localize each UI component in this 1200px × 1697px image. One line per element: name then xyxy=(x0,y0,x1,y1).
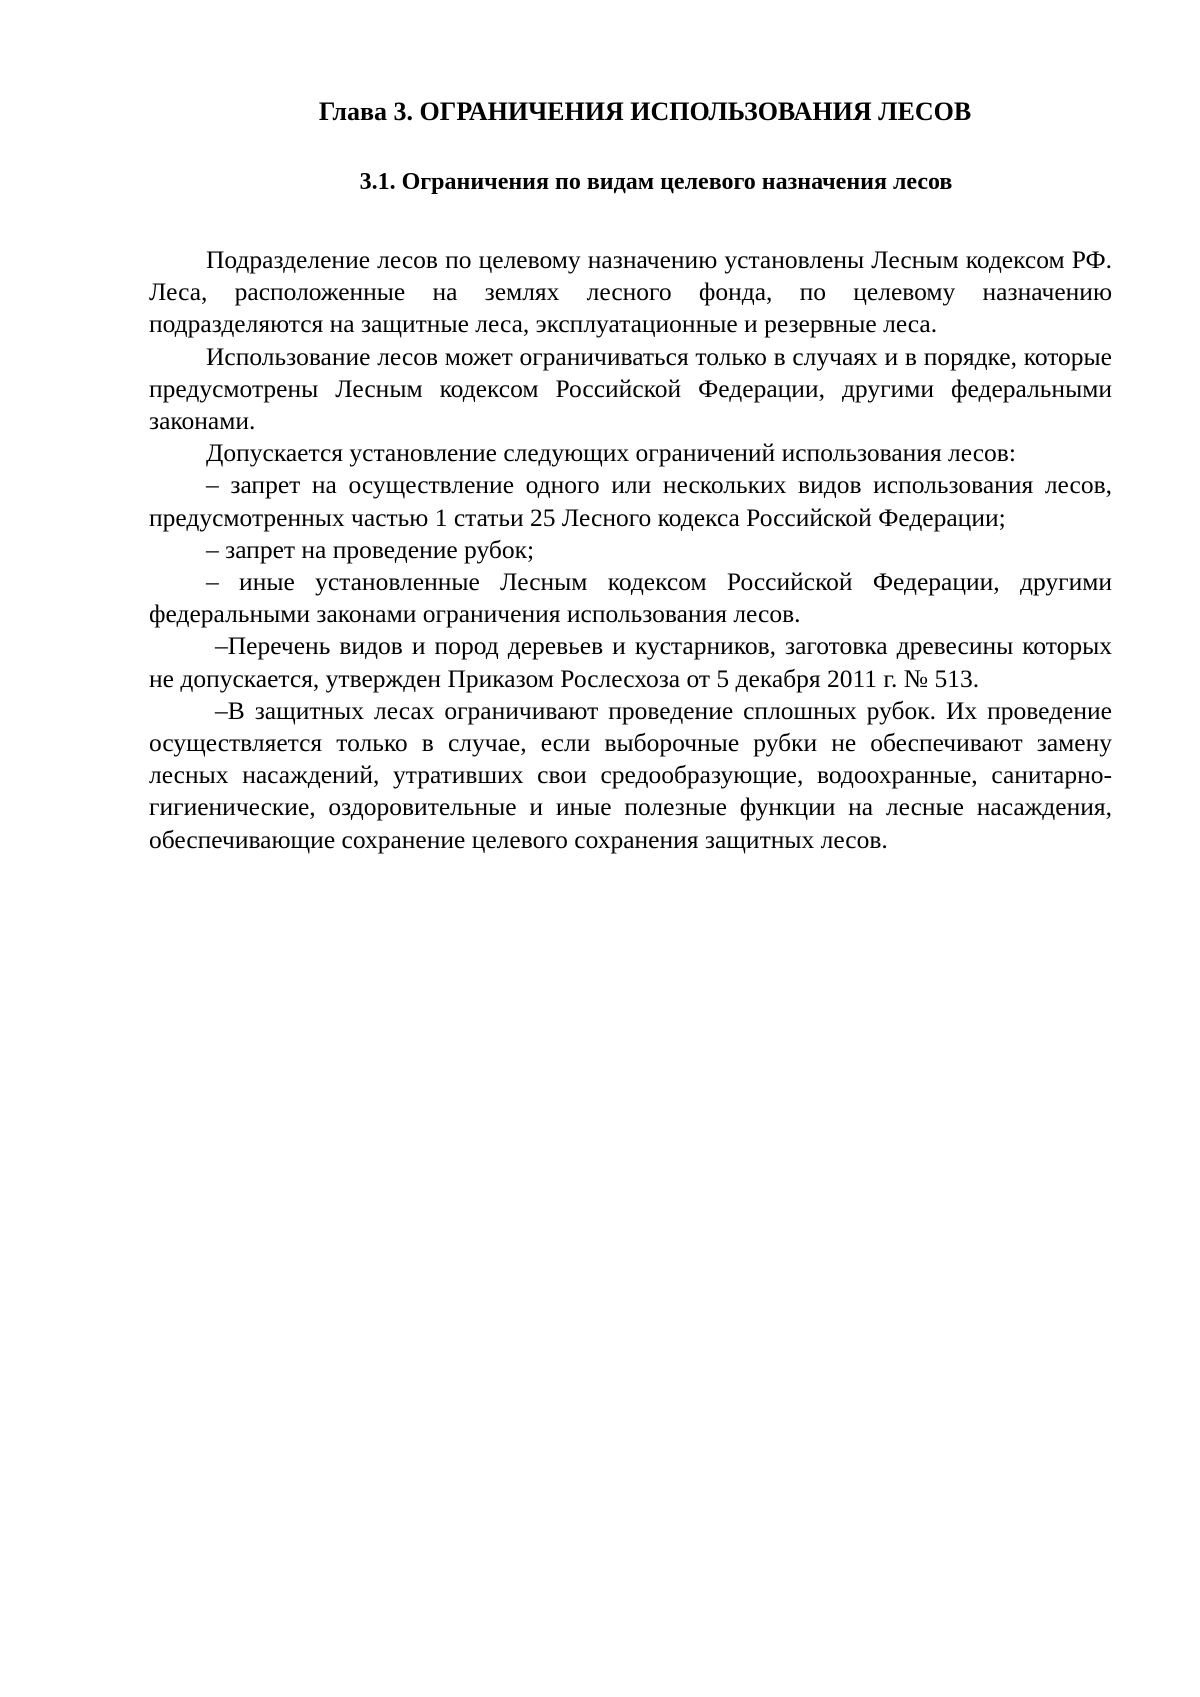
list-item-species-list: –Перечень видов и пород деревьев и кустарников, заготовка древесины которых не допускается, утвержден Приказом Рослесхоза от 5 декабря 2011 г. № 513. xyxy=(149,631,1112,693)
list-item-protective-forests: –В защитных лесах ограничивают проведение сплошных рубок. Их проведение осуществляется только в случае, если выборочные рубки не обеспечивают замену лесных насаждений, утративших свои средообразующие, водоохранные, санитарно-гигиенические, оздоровительные и иные полезные функции на лесные насаждения, обеспечивающие сохранение целевого сохранения защитных лесов. xyxy=(149,695,1112,854)
list-item-ban-felling: – запрет на проведение рубок; xyxy=(206,534,535,564)
paragraph-forest-division: Подразделение лесов по целевому назначению установлены Лесным кодексом РФ. Леса, расположенные на землях лесного фонда, по целевому назначению подразделяются на защитные леса, эксплуатационные и резервные леса. xyxy=(149,245,1112,339)
body-text xyxy=(149,244,1112,856)
list-item-ban-usage-types: – запрет на осуществление одного или нескольких видов использования лесов, предусмотренных частью 1 статьи 25 Лесного кодекса Российской Федерации; xyxy=(149,470,1112,532)
section-title: 3.1. Ограничения по видам целевого назначения лесов xyxy=(359,169,953,195)
paragraph-usage-limits: Использование лесов может ограничиваться только в случаях и в порядке, которые предусмотрены Лесным кодексом Российской Федерации, другими федеральными законами. xyxy=(149,341,1112,436)
list-item-other-restrictions: – иные установленные Лесным кодексом Российской Федерации, другими федеральными законами ограничения использования лесов. xyxy=(149,567,1112,629)
paragraph-allowed-restrictions: Допускается установление следующих ограничений использования лесов: xyxy=(206,438,1016,468)
chapter-title: Глава 3. ОГРАНИЧЕНИЯ ИСПОЛЬЗОВАНИЯ ЛЕСОВ xyxy=(318,97,972,126)
